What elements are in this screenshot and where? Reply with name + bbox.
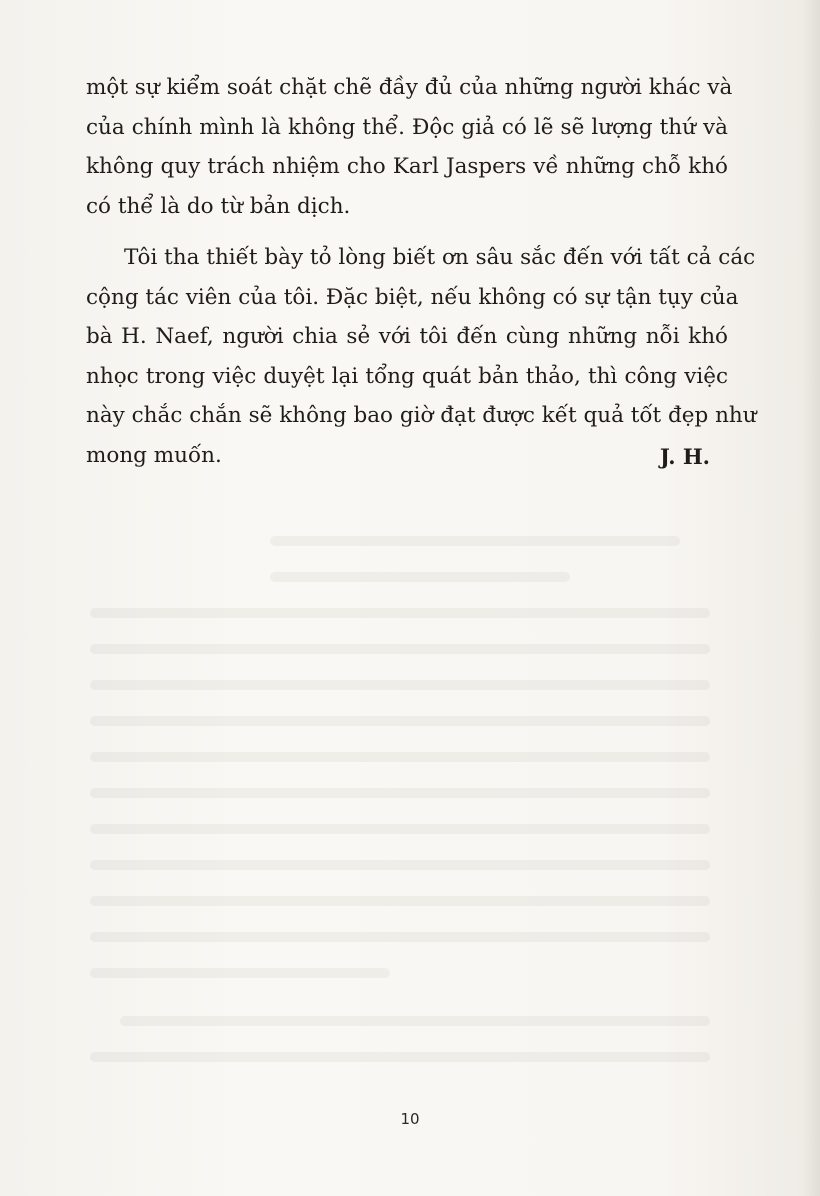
- text-line: mong muốn.: [86, 442, 222, 468]
- paragraph-2: [86, 238, 757, 475]
- text-line: nhọc trong việc duyệt lại tổng quát bản thảo, thì công việc: [86, 363, 728, 389]
- text-line: của chính mình là không thể. Độc giả có lẽ sẽ lượng thứ và: [86, 114, 728, 140]
- text-line: cộng tác viên của tôi. Đặc biệt, nếu không có sự tận tụy của: [86, 284, 739, 310]
- text-line: một sự kiểm soát chặt chẽ đầy đủ của những người khác và: [86, 75, 733, 100]
- show-through-text: [270, 530, 710, 1090]
- page-edge-shadow: [802, 0, 820, 1196]
- page-number: 10: [400, 1110, 420, 1128]
- text-line: có thể là do từ bản dịch.: [86, 193, 351, 219]
- text-line: này chắc chắn sẽ không bao giờ đạt được kết quả tốt đẹp như: [86, 403, 757, 428]
- signature: J. H.: [659, 444, 710, 469]
- text-line: không quy trách nhiệm cho Karl Jaspers về những chỗ khó: [86, 154, 728, 179]
- paragraph-1: [86, 68, 733, 226]
- text-line: bà H. Naef, người chia sẻ với tôi đến cùng những nỗi khó: [86, 324, 728, 349]
- text-line: Tôi tha thiết bày tỏ lòng biết ơn sâu sắc đến với tất cả các: [124, 245, 756, 270]
- body-text: [86, 68, 757, 475]
